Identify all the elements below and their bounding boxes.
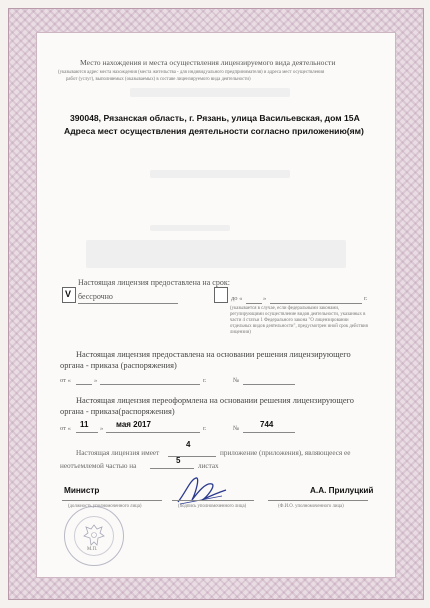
reissued-line-2: органа - приказа(распоряжения) <box>60 407 175 416</box>
role-caption: (должность уполномоченного лица) <box>68 504 142 509</box>
appendix-line-2-prefix: неотъемлемой частью на <box>60 462 137 470</box>
watermark-text <box>150 225 230 231</box>
appendix-count: 4 <box>186 440 191 449</box>
appendix-line-1-prefix: Настоящая лицензия имеет <box>76 449 160 457</box>
signatory-name: А.А. Прилуцкий <box>310 486 374 495</box>
until-suffix: г. <box>364 295 368 302</box>
signature-line <box>172 500 254 501</box>
watermark-text <box>150 170 290 178</box>
reissued-from-mid: » <box>100 425 104 432</box>
name-caption: (Ф.И.О. уполномоченного лица) <box>278 504 344 509</box>
watermark-text <box>130 88 290 97</box>
term-label: Настоящая лицензия предоставлена на срок: <box>78 278 230 287</box>
signatory-role: Министр <box>64 486 100 495</box>
granted-month-line <box>100 384 200 385</box>
reissued-day: 11 <box>80 420 89 429</box>
reissued-year-suffix: г. <box>203 425 207 432</box>
address-line-1: 390048, Рязанская область, г. Рязань, улица Васильевская, дом 15А <box>70 113 360 123</box>
indefinite-underline <box>78 303 178 304</box>
granted-year-suffix: г. <box>203 377 207 384</box>
until-mid: » <box>263 295 267 302</box>
granted-day-line <box>76 384 92 385</box>
reissued-number: 744 <box>260 420 274 429</box>
appendix-sheets-line <box>150 468 194 469</box>
until-month-line <box>270 303 362 304</box>
indefinite-label: бессрочно <box>78 292 113 301</box>
reissued-day-line <box>76 432 98 433</box>
granted-number-label: № <box>233 377 240 384</box>
double-headed-eagle-icon <box>82 522 106 548</box>
checkbox-mark: V <box>65 289 72 299</box>
granted-from-mid: » <box>94 377 98 384</box>
appendix-line-1-suffix: приложение (приложения), являющееся ее <box>220 449 351 457</box>
until-date-checkbox <box>214 287 228 303</box>
term-note: (указывается в случае, если федеральными законами, регулирующими осуществление видов деятельности, указанных в части 4 статьи 1 Федерального закона "О лицензировании отдельных видов деятельности", предусмотрен иной срок действия лицензии) <box>230 306 368 335</box>
header-subtitle-1: (указываются адрес места нахождения (места жительства - для индивидуального предпринимателя) и адреса мест осуществления <box>58 70 325 75</box>
granted-line-1: Настоящая лицензия предоставлена на основании решения лицензирующего <box>76 350 351 359</box>
signature-caption: (подпись уполномоченного лица) <box>178 504 247 509</box>
address-line-2: Адреса мест осуществления деятельности согласно приложению(ям) <box>64 126 364 136</box>
reissued-month-year: мая 2017 <box>116 420 151 429</box>
granted-line-2: органа - приказа (распоряжения) <box>60 361 177 370</box>
granted-number-line <box>243 384 295 385</box>
name-line <box>268 500 368 501</box>
granted-from-prefix: от « <box>60 377 71 384</box>
seal-caption: М.П. <box>87 547 98 552</box>
indefinite-checkbox <box>62 287 76 303</box>
appendix-line-2-suffix: листах <box>198 462 219 470</box>
header-subtitle-2: работ (услуг), выполняемых (оказываемых) в составе лицензируемого вида деятельности) <box>66 77 251 82</box>
until-prefix: до « <box>231 295 243 302</box>
header-title: Место нахождения и места осуществления лицензируемого вида деятельности <box>80 58 336 67</box>
reissued-number-label: № <box>233 425 240 432</box>
role-line <box>62 500 162 501</box>
appendix-sheets: 5 <box>176 456 181 465</box>
reissued-line-1: Настоящая лицензия переоформлена на основании решения лицензирующего <box>76 396 354 405</box>
until-day-line <box>246 303 262 304</box>
reissued-month-line <box>106 432 200 433</box>
reissued-from-prefix: от « <box>60 425 71 432</box>
watermark-text <box>86 240 346 268</box>
reissued-number-line <box>243 432 295 433</box>
official-seal <box>64 506 124 566</box>
